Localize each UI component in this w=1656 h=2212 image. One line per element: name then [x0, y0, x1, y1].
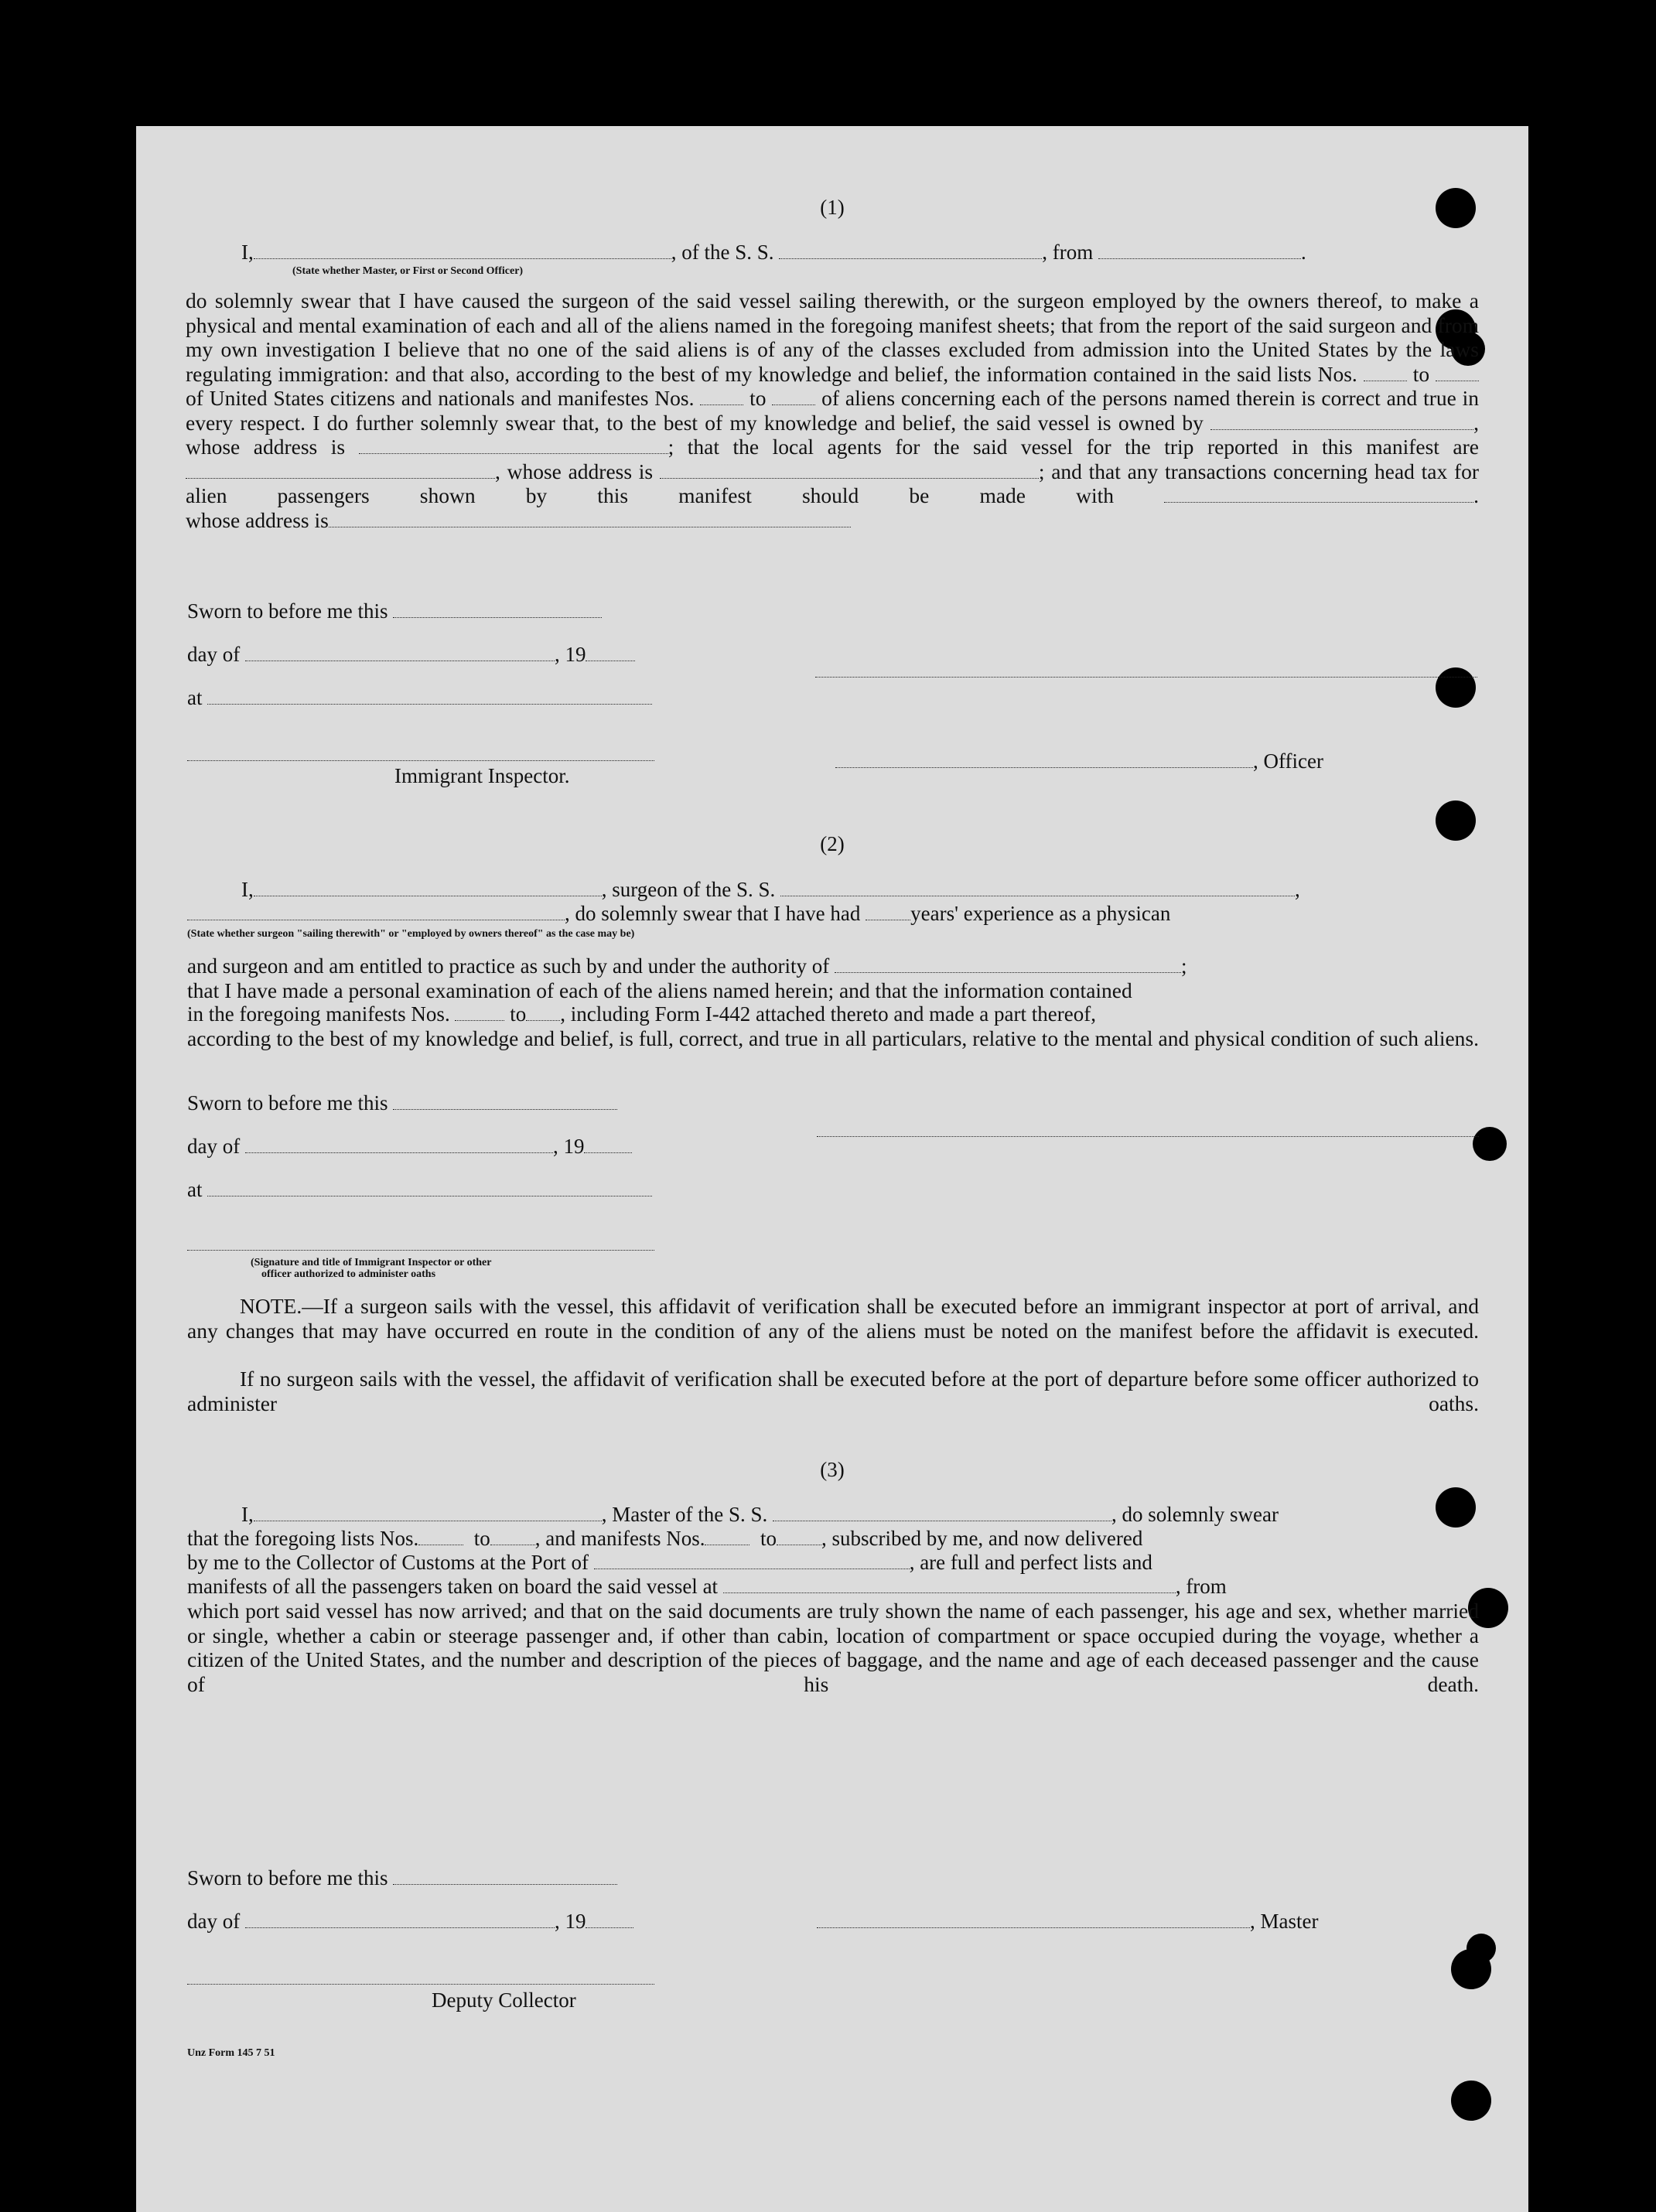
manifests-from-field[interactable] — [700, 391, 743, 405]
experience-text: years' experience as a physican — [910, 902, 1171, 925]
sworn-date-field[interactable] — [393, 1095, 617, 1110]
at-label: at — [187, 686, 203, 709]
manifests-from-field[interactable] — [455, 1006, 504, 1021]
master-name-field[interactable] — [254, 1507, 602, 1521]
year-field[interactable] — [586, 1913, 633, 1928]
sworn-date-field[interactable] — [393, 603, 602, 618]
section-1-paragraph-text: do solemnly swear that I have caused the surgeon of the said vessel sailing therewith, or the surgeon employed by the owners thereof, to make a physical and mental examination of each and all of the aliens named in the foregoing manifest sheets; that from the report of the said surgeon and from my own investigation I believe that no one of the said aliens is of any of the classes excluded from admission into the United States by the laws regulating immigration: and that also, according to the best of my knowledge and belief, the information contained in the said lists Nos. — [186, 288, 1479, 386]
inspector-signature-line-2[interactable] — [187, 1250, 654, 1251]
by-me-text: by me to the Collector of Customs at the Port of — [187, 1551, 589, 1574]
surgeon-signature-line[interactable] — [817, 1136, 1479, 1137]
label-i: I, — [241, 1503, 254, 1526]
section-2-rest — [187, 1026, 1479, 1051]
at-line-2 — [187, 1178, 652, 1202]
deputy-collector-title: Deputy Collector — [432, 1988, 576, 2012]
manifests-to-field[interactable] — [772, 391, 815, 405]
section-2-rest-text: according to the best of my knowledge and belief, is full, correct, and true in all particulars, relative to the mental and physical condition of such aliens. — [187, 1026, 1479, 1050]
master-signature-line-1[interactable] — [815, 677, 1477, 678]
foregoing-lists-line — [187, 1527, 1142, 1551]
day-of-line-1 — [187, 643, 635, 667]
year-label: , 19 — [554, 643, 586, 666]
label-surgeon-of: , surgeon of the S. S. — [601, 878, 776, 901]
note-text-1: NOTE.—If a surgeon sails with the vessel, this affidavit of verification shall be executed before an immigrant inspector at port of arrival, and any changes that may have occurred en route in the condition of any of the aliens must be noted on the manifest before the affidavit is executed. — [187, 1294, 1479, 1343]
section-1-number: (1) — [820, 196, 845, 219]
day-field[interactable] — [245, 1138, 553, 1153]
exam-line: that I have made a personal examination of each of the aliens named herein; and that the information contained — [187, 978, 1132, 1002]
local-agents-text: ; that the local agents for the said vessel for the trip reported in this manifest are — [668, 435, 1479, 459]
by-me-line — [187, 1551, 1152, 1575]
concerning-text: concerning each of the persons named therein is correct and true in every respect. I do further solemnly swear that, to the best of my knowledge and belief, the said vessel is owned by — [186, 386, 1480, 435]
note-text-2: If no surgeon sails with the vessel, the affidavit of verification shall be executed before at the port of departure before some officer authorized to administer oaths. — [187, 1367, 1479, 1415]
day-of-label: day of — [187, 643, 241, 666]
and-manifests-text: , and manifests Nos. — [534, 1527, 705, 1550]
label-to: to — [749, 386, 767, 410]
master-signature-field[interactable] — [817, 1913, 1250, 1928]
day-of-label: day of — [187, 1910, 241, 1933]
punch-hole — [1466, 1934, 1496, 1963]
form-text: , including Form I-442 attached thereto and made a part thereof, — [560, 1002, 1096, 1026]
sworn-date-field[interactable] — [393, 1870, 617, 1885]
manifests-to-field[interactable] — [777, 1531, 821, 1545]
owner-field[interactable] — [1210, 415, 1473, 430]
surgeon-status-note: (State whether surgeon "sailing therewith" or "employed by owners thereof" as the case may be) — [187, 928, 635, 940]
manifests-all-line — [187, 1575, 1227, 1599]
foregoing-lists-text: that the foregoing lists Nos. — [187, 1527, 419, 1550]
surgeon-status-field[interactable] — [187, 906, 565, 920]
local-agents-field[interactable] — [186, 464, 495, 479]
section-2-number: (2) — [820, 832, 845, 855]
section-3-number: (3) — [820, 1458, 845, 1481]
authority-line — [187, 954, 1187, 978]
punch-hole — [1451, 2081, 1491, 2121]
signature-note-2: officer authorized to administer oaths — [261, 1268, 436, 1280]
section-1-paragraph — [186, 288, 1479, 532]
lists-from-field[interactable] — [418, 1531, 463, 1545]
officer-signature-field[interactable] — [835, 753, 1253, 768]
sworn-line-2 — [187, 1091, 617, 1115]
year-field[interactable] — [586, 647, 635, 661]
do-swear-text: , do solemnly swear — [1111, 1503, 1279, 1526]
signature-note-1: (Signature and title of Immigrant Inspector or other — [251, 1257, 492, 1268]
label-to: to — [1412, 361, 1430, 386]
year-field[interactable] — [584, 1138, 632, 1153]
inspector-signature-line[interactable] — [187, 760, 654, 761]
agents-address-field[interactable] — [660, 464, 1039, 479]
semicolon: ; — [1181, 954, 1187, 978]
authority-text: and surgeon and am entitled to practice as such by and under the authority of — [187, 954, 830, 978]
label-master-of: , Master of the S. S. — [601, 1503, 768, 1526]
officer-title-field[interactable] — [254, 244, 671, 259]
section-2-first-line — [241, 878, 1300, 902]
year-label: , 19 — [552, 1135, 585, 1158]
surgeon-vessel-field[interactable] — [780, 882, 1295, 896]
master-vessel-field[interactable] — [773, 1507, 1111, 1521]
label-i: I, — [241, 878, 254, 901]
deputy-signature-line[interactable] — [187, 1984, 654, 1985]
label-i: I, — [241, 241, 254, 264]
punch-hole — [1436, 667, 1476, 708]
section-3-body — [187, 1599, 1479, 1696]
manifests-text: in the foregoing manifests Nos. — [187, 1002, 450, 1026]
years-experience-field[interactable] — [866, 906, 910, 920]
section-3-body-text: which port said vessel has now arrived; and that on the said documents are truly shown the name of each passenger, his age and sex, whether married or single, whether a cabin or steerage passenger and, if other than cabin, location of compartment or space occupied during the voyage, whether a citizen of the United States, and the number and description of the pieces of baggage, and the name and age of each deceased passenger and the cause of his death. — [187, 1599, 1479, 1696]
officer-label: , Officer — [1253, 749, 1323, 773]
manifests-to-field[interactable] — [526, 1006, 560, 1021]
day-of-line-2 — [187, 1135, 632, 1159]
officer-line — [835, 749, 1323, 773]
at-field[interactable] — [207, 690, 652, 705]
note-paragraph-2 — [187, 1367, 1479, 1415]
section-1-first-line — [241, 241, 1306, 265]
sworn-label: Sworn to before me this — [187, 1091, 388, 1115]
day-of-label: day of — [187, 1135, 241, 1158]
label-from: , from — [1042, 241, 1094, 264]
sworn-label: Sworn to before me this — [187, 1866, 388, 1889]
at-line-1 — [187, 686, 652, 710]
year-label: , 19 — [554, 1910, 586, 1933]
punch-hole — [1473, 1127, 1507, 1161]
embarkation-port-field[interactable] — [723, 1579, 1176, 1593]
sworn-line-3 — [187, 1866, 617, 1890]
owner-address-field[interactable] — [359, 439, 668, 454]
label-of-aliens: of aliens — [821, 386, 896, 410]
label-to: to — [510, 1002, 527, 1026]
comma: , — [1295, 878, 1300, 901]
form-page — [136, 126, 1528, 2212]
swear-had-text: , do solemnly swear that I have had — [565, 902, 861, 925]
line-end: . — [1301, 241, 1306, 264]
port-field[interactable] — [594, 1555, 910, 1569]
from-text: , from — [1175, 1575, 1227, 1598]
lists-from-field[interactable] — [1364, 367, 1407, 381]
day-of-line-3 — [187, 1910, 633, 1934]
form-number: Unz Form 145 7 51 — [187, 2047, 275, 2059]
manifests-all-text: manifests of all the passengers taken on board the said vessel at — [187, 1575, 719, 1598]
master-label: , Master — [1250, 1910, 1319, 1933]
at-field[interactable] — [207, 1182, 652, 1196]
sworn-label: Sworn to before me this — [187, 599, 388, 623]
note-paragraph-1 — [187, 1294, 1479, 1343]
head-tax-text: concerning head tax for alien passengers shown by this manifest should be made with — [186, 459, 1480, 507]
master-signature-line — [817, 1910, 1318, 1934]
label-of-ss: , of the S. S. — [671, 241, 774, 264]
manifests-from-field[interactable] — [705, 1531, 749, 1545]
lists-to-field[interactable] — [490, 1531, 535, 1545]
section-2-second-line — [187, 902, 1170, 926]
line-end: . — [1473, 483, 1479, 507]
vessel-name-field[interactable] — [779, 244, 1042, 259]
head-tax-address-field[interactable] — [329, 513, 851, 527]
day-field[interactable] — [245, 1913, 555, 1928]
punch-hole — [1436, 1487, 1476, 1528]
label-to: to — [473, 1527, 490, 1550]
at-label: at — [187, 1178, 203, 1201]
day-field[interactable] — [245, 647, 555, 661]
label-whose-address: , whose address is — [186, 410, 1480, 459]
sworn-line-1 — [187, 599, 602, 623]
label-whose-address-2: , whose address is — [495, 459, 654, 483]
surgeon-name-field[interactable] — [254, 882, 602, 896]
officer-title-note: (State whether Master, or First or Second Officer) — [292, 265, 524, 277]
authority-field[interactable] — [835, 958, 1181, 973]
subscribed-text: , subscribed by me, and now delivered — [821, 1527, 1143, 1550]
full-perfect-text: , are full and perfect lists and — [909, 1551, 1152, 1574]
from-port-field[interactable] — [1098, 244, 1301, 259]
section-3-first-line — [241, 1503, 1279, 1527]
head-tax-party-field[interactable] — [1164, 488, 1473, 503]
transactions-text: ; and that any transactions — [1038, 459, 1267, 483]
lists-to-field[interactable] — [1436, 367, 1479, 381]
label-whose-address-3: whose address is — [186, 507, 329, 532]
label-us-citizens: of United States citizens and nationals and manifestes Nos. — [186, 386, 695, 410]
label-to: to — [760, 1527, 777, 1550]
inspector-title: Immigrant Inspector. — [394, 764, 570, 787]
manifests-line — [187, 1002, 1096, 1026]
